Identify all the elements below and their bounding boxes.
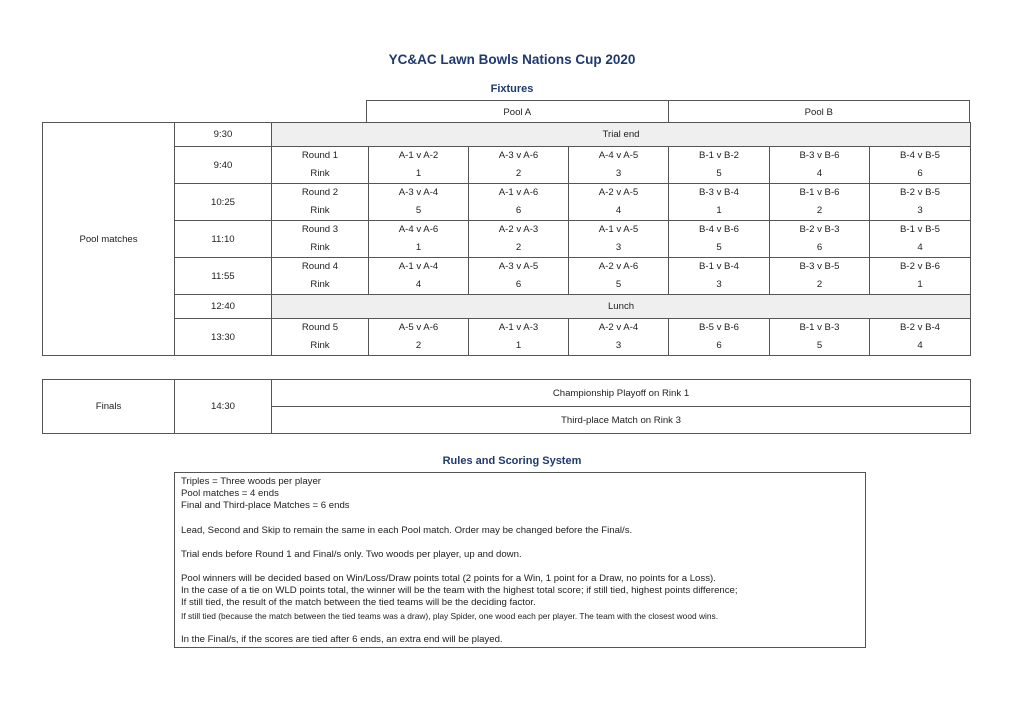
rule-line: Pool winners will be decided based on Win/Loss/Draw points total (2 points for a Win, 1 point for a Draw, no points for a Loss). (181, 573, 716, 585)
match-cell: B-1 v B-4 (669, 258, 770, 276)
match-cell: A-1 v A-5 (569, 221, 669, 239)
rink-cell: 4 (569, 202, 669, 221)
round-time: 10:25 (175, 184, 272, 221)
finals-time: 14:30 (175, 380, 272, 434)
match-cell: B-1 v B-2 (669, 147, 770, 165)
finals-label: Finals (43, 380, 175, 434)
match-cell: A-3 v A-4 (369, 184, 469, 202)
fixtures-table (42, 122, 971, 356)
rule-line: Triples = Three woods per player (181, 476, 321, 487)
match-cell: B-1 v B-5 (870, 221, 971, 239)
match-cell: A-3 v A-5 (469, 258, 569, 276)
match-cell: B-1 v B-3 (770, 319, 870, 337)
rink-cell: 1 (369, 239, 469, 258)
trial-end: Trial end (272, 123, 971, 147)
round-label: Round 4 (272, 258, 369, 276)
rules-heading: Rules and Scoring System (442, 455, 582, 467)
round-label: Round 2 (272, 184, 369, 202)
rink-cell: 3 (569, 165, 669, 184)
rink-cell: 6 (870, 165, 971, 184)
match-cell: A-1 v A-2 (369, 147, 469, 165)
trial-time: 9:30 (175, 123, 272, 147)
pool-matches-label: Pool matches (43, 123, 175, 356)
match-cell: A-4 v A-6 (369, 221, 469, 239)
round-time: 9:40 (175, 147, 272, 184)
round-time: 13:30 (175, 319, 272, 356)
rink-cell: 5 (369, 202, 469, 221)
page-title: YC&AC Lawn Bowls Nations Cup 2020 (388, 52, 636, 67)
rink-cell: 3 (569, 239, 669, 258)
match-cell: B-2 v B-5 (870, 184, 971, 202)
rule-line: Lead, Second and Skip to remain the same in each Pool match. Order may be changed before the Final/s. (181, 524, 633, 536)
table-row (43, 147, 971, 165)
round-time: 11:55 (175, 258, 272, 295)
pool-b-header: Pool B (668, 101, 970, 124)
match-cell: A-2 v A-5 (569, 184, 669, 202)
rink-cell: 2 (469, 239, 569, 258)
rink-cell: 1 (369, 165, 469, 184)
rules-box (174, 472, 866, 648)
match-cell: B-4 v B-5 (870, 147, 971, 165)
match-cell: A-1 v A-3 (469, 319, 569, 337)
match-cell: A-1 v A-6 (469, 184, 569, 202)
rink-label: Rink (272, 165, 369, 184)
rink-cell: 4 (870, 239, 971, 258)
third-place-match: Third-place Match on Rink 3 (272, 407, 971, 434)
rule-line: Final and Third-place Matches = 6 ends (181, 500, 350, 512)
rule-line: In the case of a tie on WLD points total, the winner will be the team with the highest total score; if still tied, highest points difference; (181, 585, 738, 597)
rink-cell: 6 (469, 202, 569, 221)
match-cell: A-2 v A-4 (569, 319, 669, 337)
round-label: Round 5 (272, 319, 369, 337)
table-row (43, 295, 971, 319)
match-cell: B-3 v B-6 (770, 147, 870, 165)
fixtures-heading: Fixtures (490, 83, 534, 95)
match-cell: A-4 v A-5 (569, 147, 669, 165)
rink-cell: 4 (770, 165, 870, 184)
rule-line: Pool matches = 4 ends (181, 488, 279, 500)
rink-cell: 6 (770, 239, 870, 258)
rule-line: Trial ends before Round 1 and Final/s only. Two woods per player, up and down. (181, 548, 522, 560)
rink-cell: 2 (469, 165, 569, 184)
rink-cell: 4 (870, 337, 971, 356)
match-cell: B-2 v B-4 (870, 319, 971, 337)
match-cell: A-1 v A-4 (369, 258, 469, 276)
rule-line: In the Final/s, if the scores are tied after 6 ends, an extra end will be played. (181, 633, 503, 645)
rink-label: Rink (272, 276, 369, 295)
rink-cell: 1 (669, 202, 770, 221)
match-cell: A-2 v A-3 (469, 221, 569, 239)
match-cell: A-2 v A-6 (569, 258, 669, 276)
round-time: 11:10 (175, 221, 272, 258)
rink-label: Rink (272, 202, 369, 221)
lunch-time: 12:40 (175, 295, 272, 319)
pool-a-header: Pool A (367, 101, 669, 124)
table-row (43, 184, 971, 202)
rink-cell: 2 (369, 337, 469, 356)
rink-cell: 1 (870, 276, 971, 295)
match-cell: B-4 v B-6 (669, 221, 770, 239)
rink-cell: 2 (770, 276, 870, 295)
rink-cell: 4 (369, 276, 469, 295)
rink-cell: 5 (669, 165, 770, 184)
rink-cell: 3 (870, 202, 971, 221)
round-label: Round 3 (272, 221, 369, 239)
finals-table (42, 379, 971, 434)
table-row (43, 258, 971, 276)
championship-playoff: Championship Playoff on Rink 1 (272, 380, 971, 407)
rink-cell: 5 (669, 239, 770, 258)
rink-cell: 3 (569, 337, 669, 356)
rink-label: Rink (272, 239, 369, 258)
match-cell: B-1 v B-6 (770, 184, 870, 202)
rink-cell: 2 (770, 202, 870, 221)
match-cell: B-3 v B-4 (669, 184, 770, 202)
rink-cell: 1 (469, 337, 569, 356)
pool-header (366, 100, 970, 124)
rule-line: If still tied (because the match between the tied teams was a draw), play Spider, one wood each per player. The team with the closest wood wins. (181, 610, 719, 621)
match-cell: A-3 v A-6 (469, 147, 569, 165)
rink-cell: 6 (669, 337, 770, 356)
rink-label: Rink (272, 337, 369, 356)
match-cell: A-5 v A-6 (369, 319, 469, 337)
rule-line: If still tied, the result of the match between the tied teams will be the deciding factor. (181, 597, 536, 609)
match-cell: B-2 v B-6 (870, 258, 971, 276)
rink-cell: 5 (569, 276, 669, 295)
lunch-break: Lunch (272, 295, 971, 319)
round-label: Round 1 (272, 147, 369, 165)
match-cell: B-2 v B-3 (770, 221, 870, 239)
match-cell: B-5 v B-6 (669, 319, 770, 337)
table-row (43, 221, 971, 239)
rink-cell: 5 (770, 337, 870, 356)
rink-cell: 6 (469, 276, 569, 295)
rink-cell: 3 (669, 276, 770, 295)
table-row (43, 319, 971, 337)
match-cell: B-3 v B-5 (770, 258, 870, 276)
